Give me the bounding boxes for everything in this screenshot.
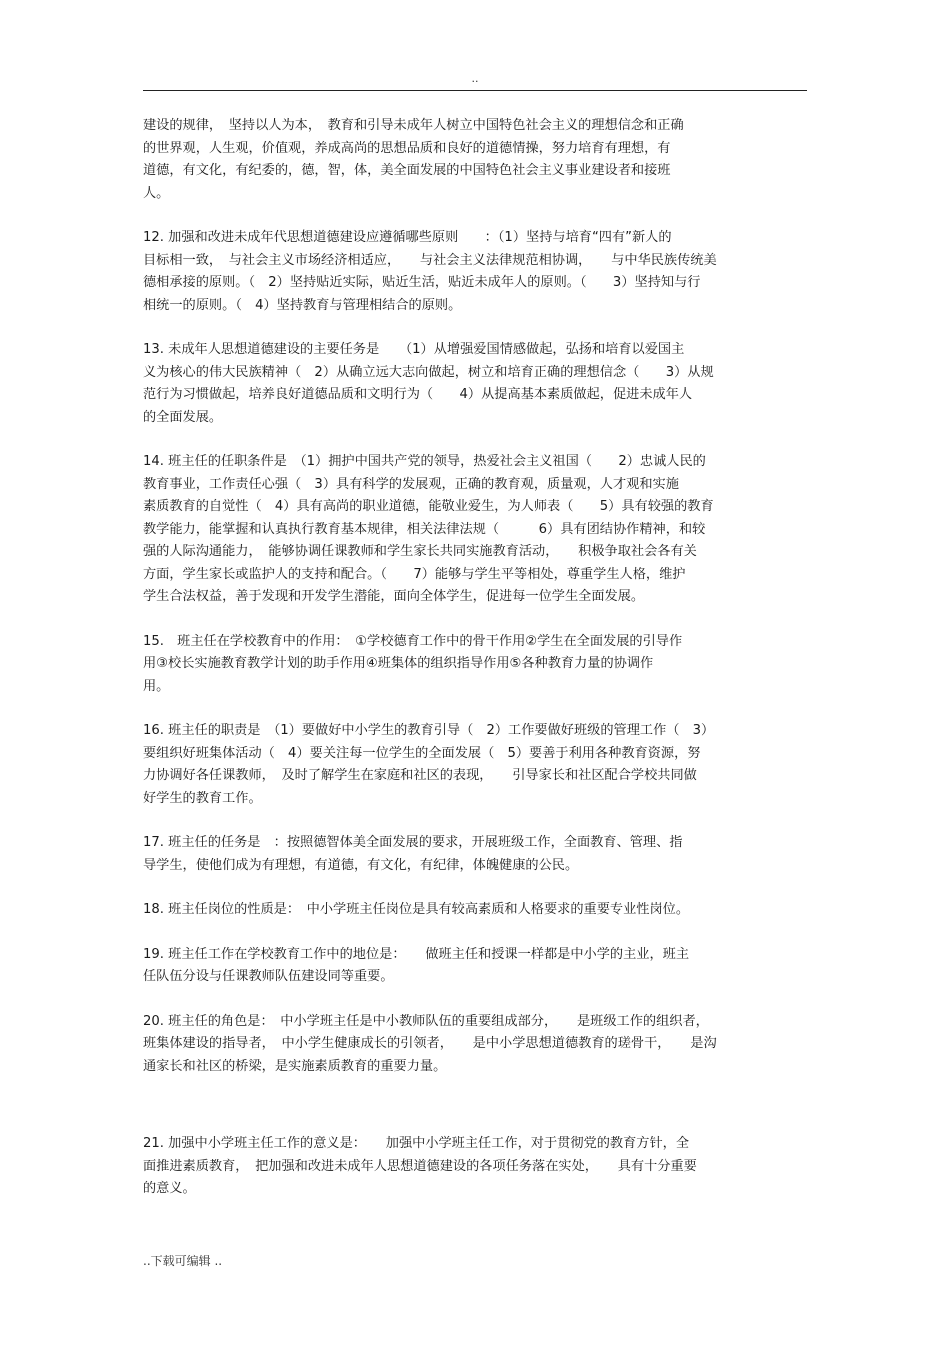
paragraph-21 bbox=[143, 1133, 807, 1201]
text-line: 的全面发展。 bbox=[143, 409, 223, 425]
text-line: 班集体建设的指导者， 中小学生健康成长的引领者， 是中小学思想道德教育的瑳骨干， 是沟 bbox=[143, 1036, 717, 1051]
text-line: 建设的规律， 坚持以人为本， 教育和引导未成年人树立中国特色社会主义的理想信念和正确 bbox=[143, 118, 684, 133]
page-footer: ..下载可编辑 .. bbox=[143, 1254, 223, 1268]
text-line: 义为核心的伟大民族精神（ 2）从确立远大志向做起，树立和培育正确的理想信念（ 3）从规 bbox=[143, 364, 714, 380]
text-line: 16. 班主任的职责是 （1）要做好中小学生的教育引导（ 2）工作要做好班级的管理工作（ 3） bbox=[143, 723, 715, 738]
text-line: 17. 班主任的任务是 ：按照德智体美全面发展的要求，开展班级工作，全面教育、管理、指 bbox=[143, 835, 683, 850]
text-line: 教学能力，能掌握和认真执行教育基本规律，相关法律法规（ 6）具有团结协作精神，和较 bbox=[143, 521, 706, 537]
text-line: 相统一的原则。（ 4）坚持教育与管理相结合的原则。 bbox=[143, 297, 462, 313]
text-line: 任队伍分设与任课教师队伍建设同等重要。 bbox=[143, 969, 394, 984]
text-line: 人。 bbox=[143, 185, 170, 201]
text-line: 用。 bbox=[143, 678, 170, 694]
text-line: 面推进素质教育， 把加强和改进未成年人思想道德建设的各项任务落在实处， 具有十分重要 bbox=[143, 1158, 697, 1174]
text-line: 要组织好班集体活动（ 4）要关注每一位学生的全面发展（ 5）要善于利用各种教育资源，努 bbox=[143, 745, 701, 761]
text-line: 通家长和社区的桥梁，是实施素质教育的重要力量。 bbox=[143, 1058, 447, 1074]
paragraph-20 bbox=[143, 1011, 807, 1079]
text-line: 素质教育的自觉性（ 4）具有高尚的职业道德，能敬业爱生，为人师表（ 5）具有较强的教育 bbox=[143, 499, 714, 514]
text-line: 力协调好各任课教师， 及时了解学生在家庭和社区的表现， 引导家长和社区配合学校共同做 bbox=[143, 768, 697, 783]
text-line: 14. 班主任的任职条件是 （1）拥护中国共产党的领导，热爱社会主义祖国（ 2）忠诚人民的 bbox=[143, 454, 706, 469]
text-line: 范行为习惯做起，培养良好道德品质和文明行为（ 4）从提高基本素质做起，促进未成年人 bbox=[143, 387, 693, 402]
text-line: 德相承接的原则。（ 2）坚持贴近实际，贴近生活，贴近未成年人的原则。（ 3）坚持知与行 bbox=[143, 275, 701, 290]
text-line: 18. 班主任岗位的性质是： 中小学班主任岗位是具有较高素质和人格要求的重要专业性岗位。 bbox=[143, 902, 690, 917]
text-line: 导学生，使他们成为有理想，有道德，有文化，有纪律，体魄健康的公民。 bbox=[143, 857, 579, 873]
document-body bbox=[143, 115, 807, 1201]
text-line: 的意义。 bbox=[143, 1181, 196, 1196]
header-rule bbox=[143, 90, 807, 91]
paragraph-19 bbox=[143, 944, 807, 989]
text-line: 好学生的教育工作。 bbox=[143, 790, 262, 806]
paragraph-18 bbox=[143, 899, 807, 922]
text-line: 用③校长实施教育教学计划的助手作用④班集体的组织指导作用⑤各种教育力量的协调作 bbox=[143, 656, 654, 671]
text-line: 13. 未成年人思想道德建设的主要任务是 （1）从增强爱国情感做起，弘扬和培育以爱国主 bbox=[143, 342, 685, 357]
header-dots: .. bbox=[471, 72, 479, 85]
text-line: 的世界观，人生观，价值观，养成高尚的思想品质和良好的道德情操，努力培育有理想，有 bbox=[143, 140, 671, 156]
paragraph-intro bbox=[143, 115, 807, 205]
text-line: 教育事业，工作责任心强（ 3）具有科学的发展观，正确的教育观，质量观，人才观和实施 bbox=[143, 476, 679, 492]
text-line: 目标相一致， 与社会主义市场经济相适应， 与社会主义法律规范相协调， 与中华民族传统美 bbox=[143, 252, 717, 268]
paragraph-12 bbox=[143, 227, 807, 317]
text-line: 12. 加强和改进未成年代思想道德建设应遵循哪些原则 ：（1）坚持与培育“四有”新人的 bbox=[143, 230, 672, 245]
text-line: 强的人际沟通能力， 能够协调任课教师和学生家长共同实施教育活动， 积极争取社会各有关 bbox=[143, 544, 697, 559]
paragraph-17 bbox=[143, 832, 807, 877]
text-line: 方面，学生家长或监护人的支持和配合。（ 7）能够与学生平等相处，尊重学生人格，维护 bbox=[143, 566, 686, 582]
paragraph-14 bbox=[143, 451, 807, 609]
paragraph-13 bbox=[143, 339, 807, 429]
text-line: 19. 班主任工作在学校教育工作中的地位是： 做班主任和授课一样都是中小学的主业，班主 bbox=[143, 946, 690, 962]
text-line: 15. 班主任在学校教育中的作用： ①学校德育工作中的骨干作用②学生在全面发展的引导作 bbox=[143, 633, 683, 649]
text-line: 21. 加强中小学班主任工作的意义是： 加强中小学班主任工作，对于贯彻党的教育方针，全 bbox=[143, 1136, 690, 1151]
text-line: 学生合法权益，善于发现和开发学生潜能，面向全体学生，促进每一位学生全面发展。 bbox=[143, 589, 645, 604]
text-line: 20. 班主任的角色是： 中小学班主任是中小教师队伍的重要组成部分， 是班级工作的组织者， bbox=[143, 1013, 709, 1029]
text-line: 道德，有文化，有纪委的，德，智，体，美全面发展的中国特色社会主义事业建设者和接班 bbox=[143, 163, 671, 178]
paragraph-16 bbox=[143, 720, 807, 810]
paragraph-15 bbox=[143, 631, 807, 699]
